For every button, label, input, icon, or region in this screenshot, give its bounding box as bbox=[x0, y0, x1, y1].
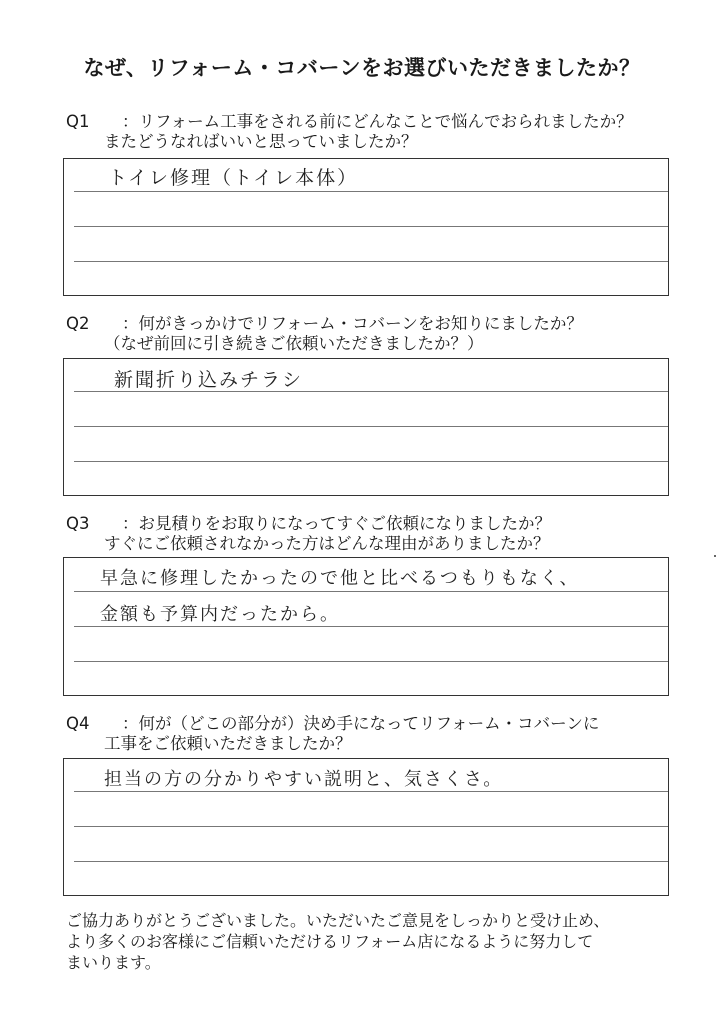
question-4 bbox=[66, 714, 686, 754]
question-1-number: Q1 bbox=[66, 112, 90, 131]
answer-1-text-1: トイレ修理（トイレ本体） bbox=[108, 167, 359, 189]
question-2 bbox=[66, 314, 686, 354]
answer-box-1 bbox=[63, 158, 669, 296]
answer-rule bbox=[74, 661, 668, 662]
question-3-line2: すぐにご依頼されなかった方はどんな理由がありましたか？ bbox=[104, 534, 550, 553]
answer-rule bbox=[74, 591, 668, 592]
answer-box-2 bbox=[63, 358, 669, 496]
question-2-line2: （なぜ前回に引き続きご依頼いただきましたか？） bbox=[104, 334, 484, 353]
question-2-line1: Q2 ：何がきっかけでリフォーム・コバーンをお知りにましたか？ bbox=[66, 314, 583, 333]
answer-rule bbox=[74, 826, 668, 827]
closing-message bbox=[66, 910, 676, 973]
answer-rule bbox=[74, 191, 668, 192]
answer-box-4 bbox=[63, 758, 669, 896]
answer-3-text-2: 金額も予算内だったから。 bbox=[100, 604, 340, 625]
question-1-line1: Q1 ：リフォーム工事をされる前にどんなことで悩んでおられましたか？ bbox=[66, 112, 633, 131]
question-2-number: Q2 bbox=[66, 314, 90, 333]
answer-rule bbox=[74, 261, 668, 262]
question-3-number: Q3 bbox=[66, 514, 90, 533]
scan-speck bbox=[714, 555, 716, 557]
question-4-line2: 工事をご依頼いただきましたか？ bbox=[104, 734, 352, 753]
answer-rule bbox=[74, 861, 668, 862]
answer-4-text-1: 担当の方の分かりやすい説明と、気さくさ。 bbox=[104, 769, 504, 790]
page-title: なぜ、リフォーム・コバーンをお選びいただきましたか？ bbox=[83, 56, 641, 80]
answer-3-text-1: 早急に修理したかったので他と比べるつもりもなく、 bbox=[100, 568, 580, 589]
answer-rule bbox=[74, 461, 668, 462]
closing-line-2: より多くのお客様にご信頼いただけるリフォーム店になるように努力して bbox=[66, 932, 594, 951]
answer-rule bbox=[74, 426, 668, 427]
question-3 bbox=[66, 514, 686, 554]
answer-box-3 bbox=[63, 557, 669, 696]
answer-rule bbox=[74, 626, 668, 627]
closing-line-3: まいります。 bbox=[66, 953, 161, 972]
question-4-line1: Q4 ：何が（どこの部分が）決め手になってリフォーム・コバーンに bbox=[66, 714, 600, 733]
answer-rule bbox=[74, 791, 668, 792]
question-4-number: Q4 bbox=[66, 714, 90, 733]
answer-rule bbox=[74, 226, 668, 227]
closing-line-1: ご協力ありがとうございました。いただいたご意見をしっかりと受け止め、 bbox=[66, 911, 610, 930]
answer-2-text-1: 新聞折り込みチラシ bbox=[114, 369, 304, 391]
question-1 bbox=[66, 112, 686, 152]
question-1-line2: またどうなればいいと思っていましたか？ bbox=[104, 132, 418, 151]
question-3-line1: Q3 ：お見積りをお取りになってすぐご依頼になりましたか？ bbox=[66, 514, 551, 533]
